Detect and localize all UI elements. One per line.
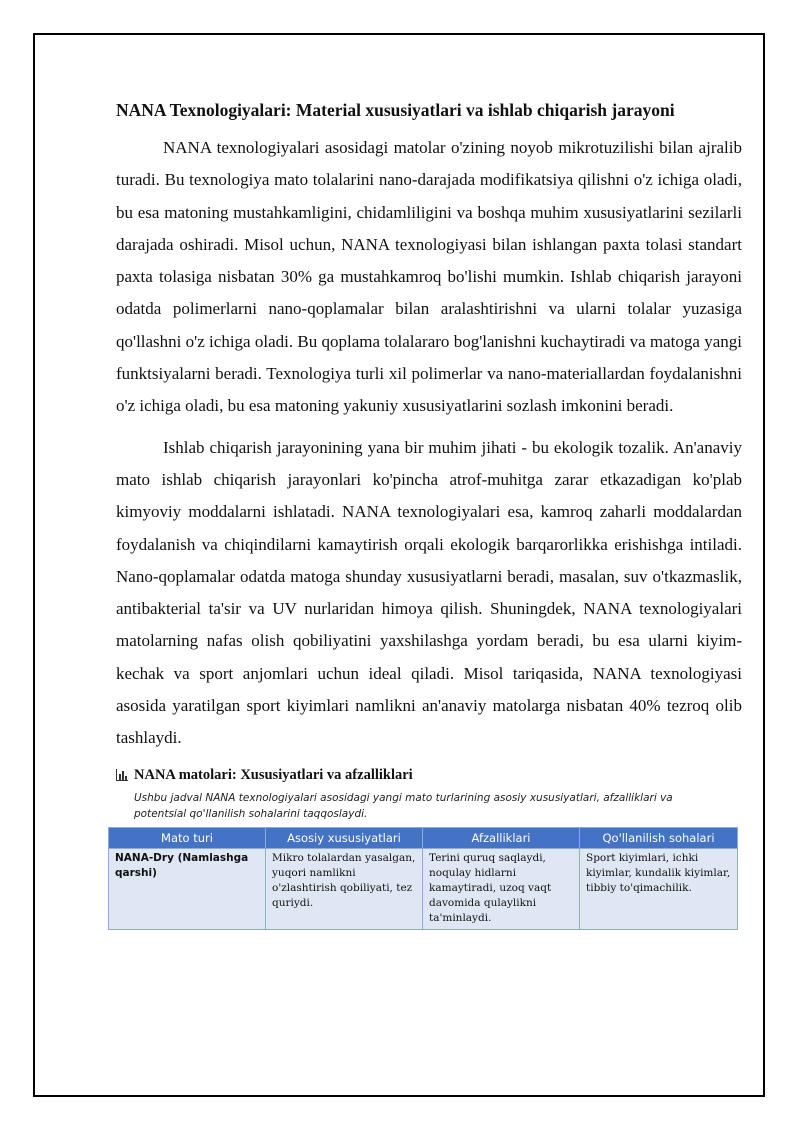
table-cell: Terini quruq saqlaydi, noqulay hidlarni kamaytiradi, uzoq vaqt davomida qulaylikni ta'minlaydi.	[423, 848, 580, 929]
table-caption: Ushbu jadval NANA texnologiyalari asosidagi yangi mato turlarining asosiy xususiyatlari, afzalliklari va potentsial qo'llanilish sohalarini taqqoslaydi.	[134, 791, 673, 820]
bar-chart-icon	[116, 769, 128, 781]
table-cell: Sport kiyimlari, ichki kiyimlar, kundalik kiyimlar, tibbiy to'qimachilik.	[580, 848, 738, 929]
table-title	[116, 767, 742, 784]
properties-table	[108, 827, 738, 930]
paragraph-2: Ishlab chiqarish jarayonining yana bir muhim jihati - bu ekologik tozalik. An'anaviy mato ishlab chiqarish jarayonlari ko'pincha atrof-muhitga zarar etkazadigan ko'plab kimyoviy moddalarni ishlatadi. NANA texnologiyalari esa, kamroq zaharli moddalardan foydalanish va chiqindilarni kamaytirish orqali ekologik barqarorlikka erishishga intiladi. Nano-qoplamalar odatda matoga shunday xususiyatlarni beradi, masalan, suv o'tkazmaslik, antibakterial ta'sir va UV nurlaridan himoya qilish. Shuningdek, NANA texnologiyalari matolarning nafas olish qobiliyatini yaxshilashga yordam beradi, bu esa ularni kiyim-kechak va sport anjomlari uchun ideal qiladi. Misol tariqasida, NANA texnologiyasi asosida yaratilgan sport kiyimlari namlikni an'anaviy matolarga nisbatan 40% tezroq olib tashlaydi.	[116, 437, 742, 748]
paragraph-1: NANA texnologiyalari asosidagi matolar o'zining noyob mikrotuzilishi bilan ajralib turadi. Bu texnologiya mato tolalarini nano-darajada modifikatsiya qilishni o'z ichiga oladi, bu esa matoning mustahkamligini, chidamliligini va boshqa muhim xususiyatlarini sezilarli darajada oshiradi. Misol uchun, NANA texnologiyasi bilan ishlangan paxta tolasi standart paxta tolasiga nisbatan 30% ga mustahkamroq bo'lishi mumkin. Ishlab chiqarish jarayoni odatda polimerlarni nano-qoplamalar bilan aralashtirishni va ularni tolalar yuzasiga qo'llashni o'z ichiga oladi. Bu qoplama tolalararo bog'lanishni kuchaytiradi va matoga yangi funktsiyalarni beradi. Texnologiya turli xil polimerlar va nano-materiallardan foydalanishni o'z ichiga oladi, bu esa matoning yakuniy xususiyatlarini sozlash imkonini beradi.	[116, 138, 742, 416]
table-cell: Mikro tolalardan yasalgan, yuqori namlikni o'zlashtirish qobiliyati, tez quriydi.	[266, 848, 423, 929]
column-header-qollanilish-sohalari: Qo'llanilish sohalari	[580, 827, 738, 848]
table-header-row	[109, 827, 738, 848]
column-header-asosiy-xususiyatlari: Asosiy xususiyatlari	[266, 827, 423, 848]
column-header-afzalliklari: Afzalliklari	[423, 827, 580, 848]
table-row	[109, 848, 738, 929]
table-title-text: NANA matolari: Xususiyatlari va afzalliklari	[134, 766, 413, 783]
document-body	[116, 98, 742, 930]
document-heading: NANA Texnologiyalari: Material xususiyatlari va ishlab chiqarish jarayoni	[116, 100, 675, 120]
table-cell: NANA-Dry (Namlashga qarshi)	[109, 848, 266, 929]
column-header-mato-turi: Mato turi	[109, 827, 266, 848]
